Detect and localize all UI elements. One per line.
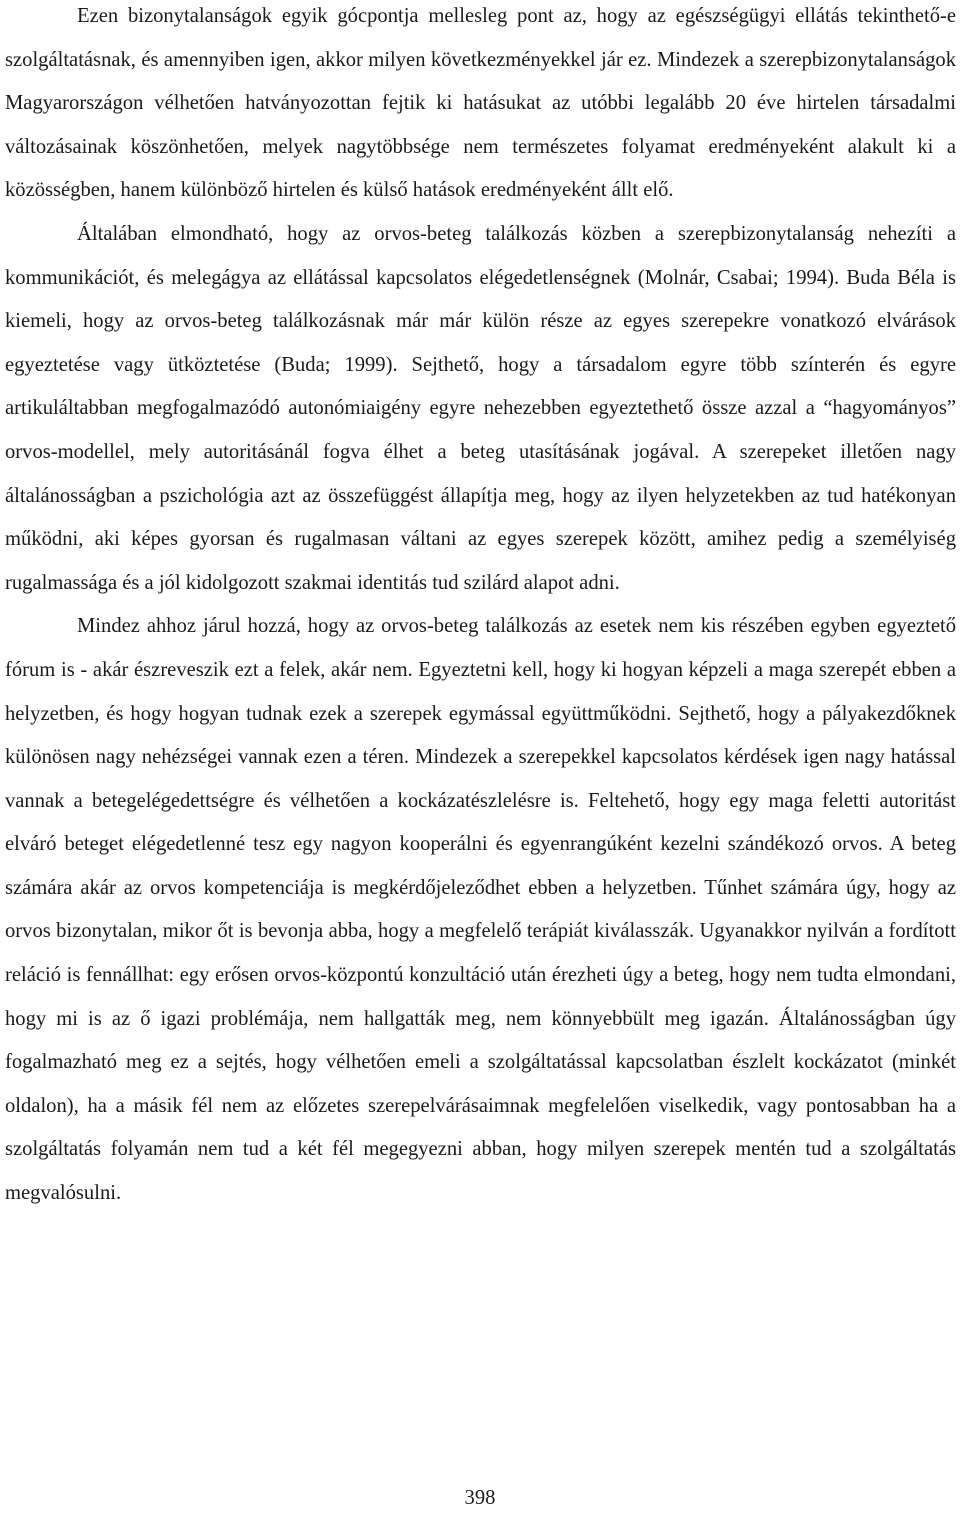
paragraph-2: Általában elmondható, hogy az orvos-beteg találkozás közben a szerepbizonytalanság nehezíti a kommunikációt, és melegágya az ellátással kapcsolatos elégedetlenségnek (Molnár, Csabai; 1994). Buda Béla is kiemeli, hogy az orvos-beteg találkozásnak már már külön része az egyes szerepekre vonatkozó elvárások egyeztetése vagy ütköztetése (Buda; 1999). Sejthető, hogy a társadalom egyre több színterén és egyre artikuláltabban megfogalmazódó autonómiaigény egyre nehezebben egyeztethető össze azzal a “hagyományos” orvos-modellel, mely autoritásánál fogva élhet a beteg utasításának jogával. A szerepeket illetően nagy általánosságban a pszichológia azt az összefüggést állapítja meg, hogy az ilyen helyzetekben az tud hatékonyan működni, aki képes gyorsan és rugalmasan váltani az egyes szerepek között, amihez pedig a személyiség rugalmassága és a jól kidolgozott szakmai identitás tud szilárd alapot adni.	[5, 222, 956, 594]
paragraph-3: Mindez ahhoz járul hozzá, hogy az orvos-beteg találkozás az esetek nem kis részében egyben egyeztető fórum is - akár észreveszik ezt a felek, akár nem. Egyeztetni kell, hogy ki hogyan képzeli a maga szerepét ebben a helyzetben, és hogy hogyan tudnak ezek a szerepek egymással együttműködni. Sejthető, hogy a pályakezdőknek különösen nagy nehézségei vannak ezen a téren. Mindezek a szerepekkel kapcsolatos kérdések igen nagy hatással vannak a betegelégedettségre és vélhetően a kockázatészlelésre is. Feltehető, hogy egy maga feletti autoritást elváró beteget elégedetlenné tesz egy nagyon kooperálni és egyenrangúként kezelni szándékozó orvos. A beteg számára akár az orvos kompetenciája is megkérdőjeleződhet ebben a helyzetben. Tűnhet számára úgy, hogy az orvos bizonytalan, mikor őt is bevonja abba, hogy a megfelelő terápiát kiválasszák. Ugyanakkor nyilván a fordított reláció is fennállhat: egy erősen orvos-központú konzultáció után érezheti úgy a beteg, hogy nem tudta elmondani, hogy mi is az ő igazi problémája, nem hallgatták meg, nem könnyebbült meg igazán. Általánosságban úgy fogalmazható meg ez a sejtés, hogy vélhetően emeli a szolgáltatással kapcsolatban észlelt kockázatot (minkét oldalon), ha a másik fél nem az előzetes szerepelvárásaimnak megfelelően viselkedik, vagy pontosabban ha a szolgáltatás folyamán nem tud a két fél megegyezni abban, hogy milyen szerepek mentén tud a szolgáltatás megvalósulni.	[5, 615, 956, 1205]
page-number: 398	[464, 1487, 496, 1509]
paragraph-1: Ezen bizonytalanságok egyik gócpontja mellesleg pont az, hogy az egészségügyi ellátás tekinthető-e szolgáltatásnak, és amennyiben igen, akkor milyen következményekkel jár ez. Mindezek a szerepbizonytalanságok Magyarországon vélhetően hatványozottan fejtik ki hatásukat az utóbbi legalább 20 éve hirtelen társadalmi változásainak köszönhetően, melyek nagytöbbsége nem természetes folyamat eredményeként alakult ki a közösségben, hanem különböző hirtelen és külső hatások eredményeként állt elő.	[5, 5, 956, 202]
body-text	[5, 0, 956, 1216]
